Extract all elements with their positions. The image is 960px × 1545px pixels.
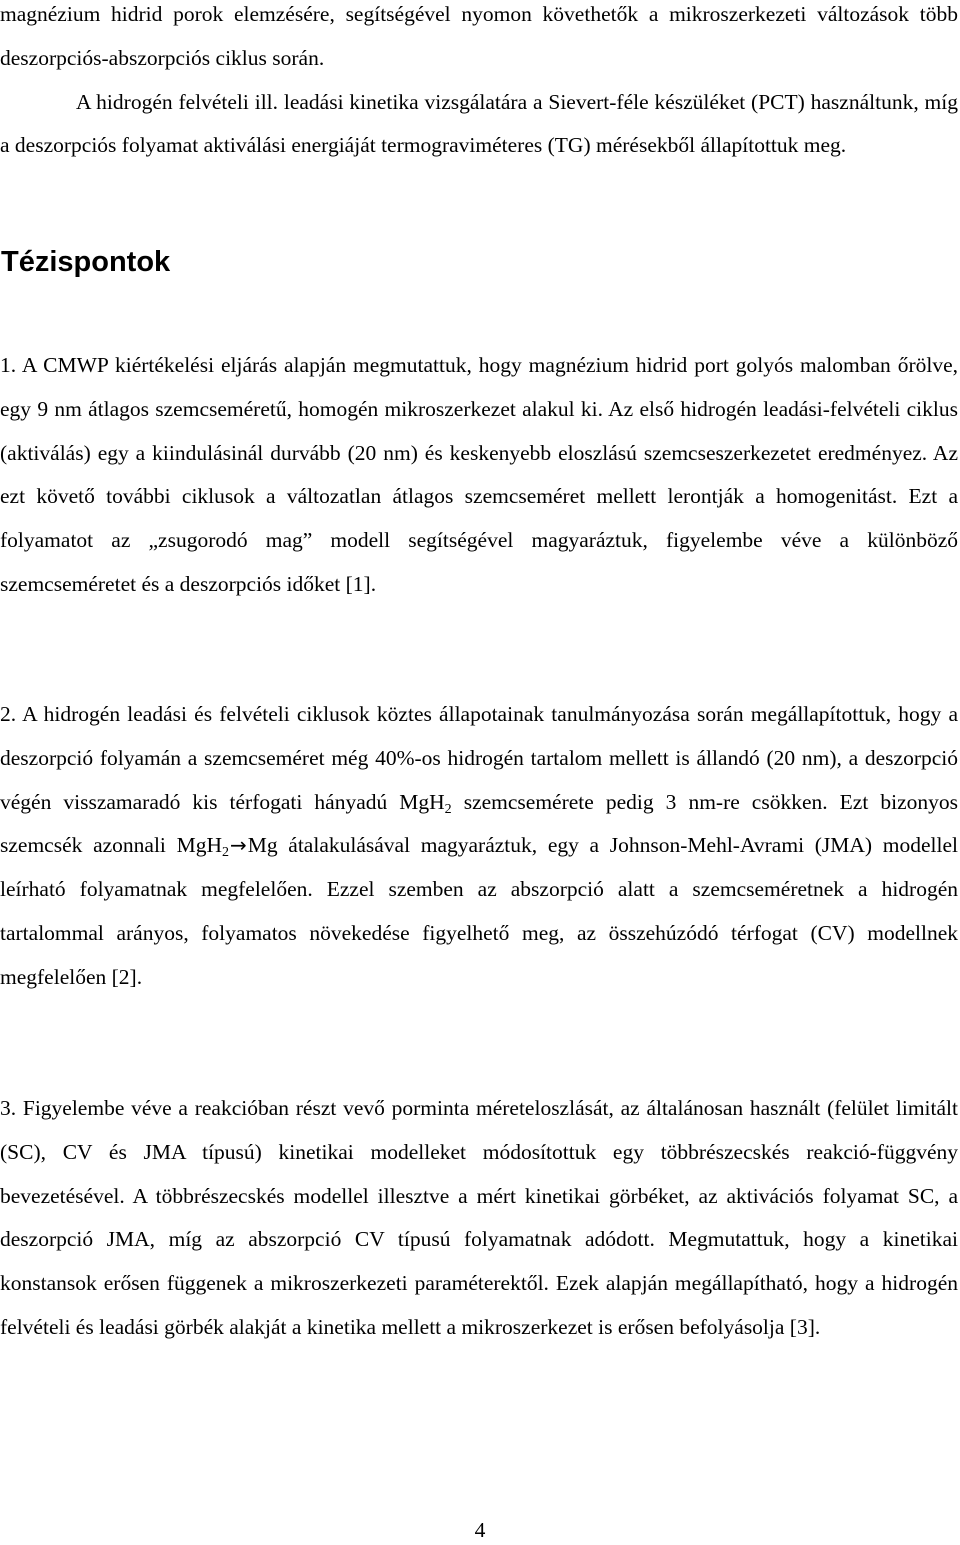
thesis-point-1 xyxy=(0,344,958,607)
intro-paragraph-methods: A hidrogén felvételi ill. leadási kinetika vizsgálatára a Sievert-féle készüléket (PCT) használtunk, míg a deszorpciós folyamat aktiválási energiáját termograviméteres (TG) mérésekből állapítottuk meg. xyxy=(0,89,958,158)
thesis-2-part-1: 2. A hidrogén leadási és felvételi ciklusok köztes állapotainak tanulmányozása során megállapítottuk, hogy a deszorpció folyamán a szemcseméret még 40%-os hidrogén tartalom mellett is állandó (20 nm), a deszorpció végén visszamaradó kis térfogati hányadú MgH xyxy=(0,702,958,814)
thesis-2-text xyxy=(0,693,958,1000)
subscript-2-first: 2 xyxy=(444,801,452,817)
section-heading: Tézispontok xyxy=(1,246,171,278)
intro-section xyxy=(0,0,958,168)
thesis-2-part-3: Mg átalakulásával magyaráztuk, egy a Johnson-Mehl-Avrami (JMA) modellel leírható folyamatnak megfelelően. Ezzel szemben az abszorpció alatt a szemcseméretnek a hidrogén tartalommal arányos, folyamatos növekedése figyelhető meg, az összehúzódó térfogat (CV) modellnek megfelelően [2]. xyxy=(0,833,958,989)
thesis-3-text: 3. Figyelembe véve a reakcióban részt vevő porminta méreteloszlását, az általánosan használt (felület limitált (SC), CV és JMA típusú) kinetikai modelleket módosítottuk egy többrészecskés reakció-függvény bevezetésével. A többrészecskés modellel illesztve a mért kinetikai görbéket, az aktivációs folyamat SC, a deszorpció JMA, míg az abszorpció CV típusú folyamatnak adódott. Megmutattuk, hogy a kinetikai konstansok erősen függenek a mikroszerkezeti paraméterektől. Ezek alapján megállapítható, hogy a hidrogén felvételi és leadási görbék alakját a kinetika mellett a mikroszerkezet is erősen befolyásolja [3]. xyxy=(0,1096,958,1339)
thesis-1-text: 1. A CMWP kiértékelési eljárás alapján megmutattuk, hogy magnézium hidrid port golyós malomban őrölve, egy 9 nm átlagos szemcseméretű, homogén mikroszerkezet alakul ki. Az első hidrogén leadási-felvételi ciklus (aktiválás) egy a kiindulásinál durvább (20 nm) és keskenyebb eloszlású szemcseszerkezetet eredményez. Az ezt követő további ciklusok a változatlan átlagos szemcseméret mellett lerontják a homogenitást. Ezt a folyamatot az „zsugorodó mag” modell segítségével magyaráztuk, figyelembe véve a különböző szemcseméretet és a deszorpciós időket [1]. xyxy=(0,353,958,596)
page-number: 4 xyxy=(474,1518,486,1542)
thesis-point-2 xyxy=(0,693,958,1000)
thesis-point-3 xyxy=(0,1087,958,1350)
subscript-2-second: 2 xyxy=(221,845,229,861)
reaction-arrow-icon: → xyxy=(229,833,247,858)
thesis-2-part-2: szemcsemérete pedig 3 nm-re csökken. Ezt bizonyos szemcsék azonnali MgH xyxy=(0,789,958,858)
intro-paragraph-continuation: magnézium hidrid porok elemzésére, segítségével nyomon követhetők a mikroszerkezeti változások több deszorpciós-abszorpciós ciklus során. xyxy=(0,2,958,70)
